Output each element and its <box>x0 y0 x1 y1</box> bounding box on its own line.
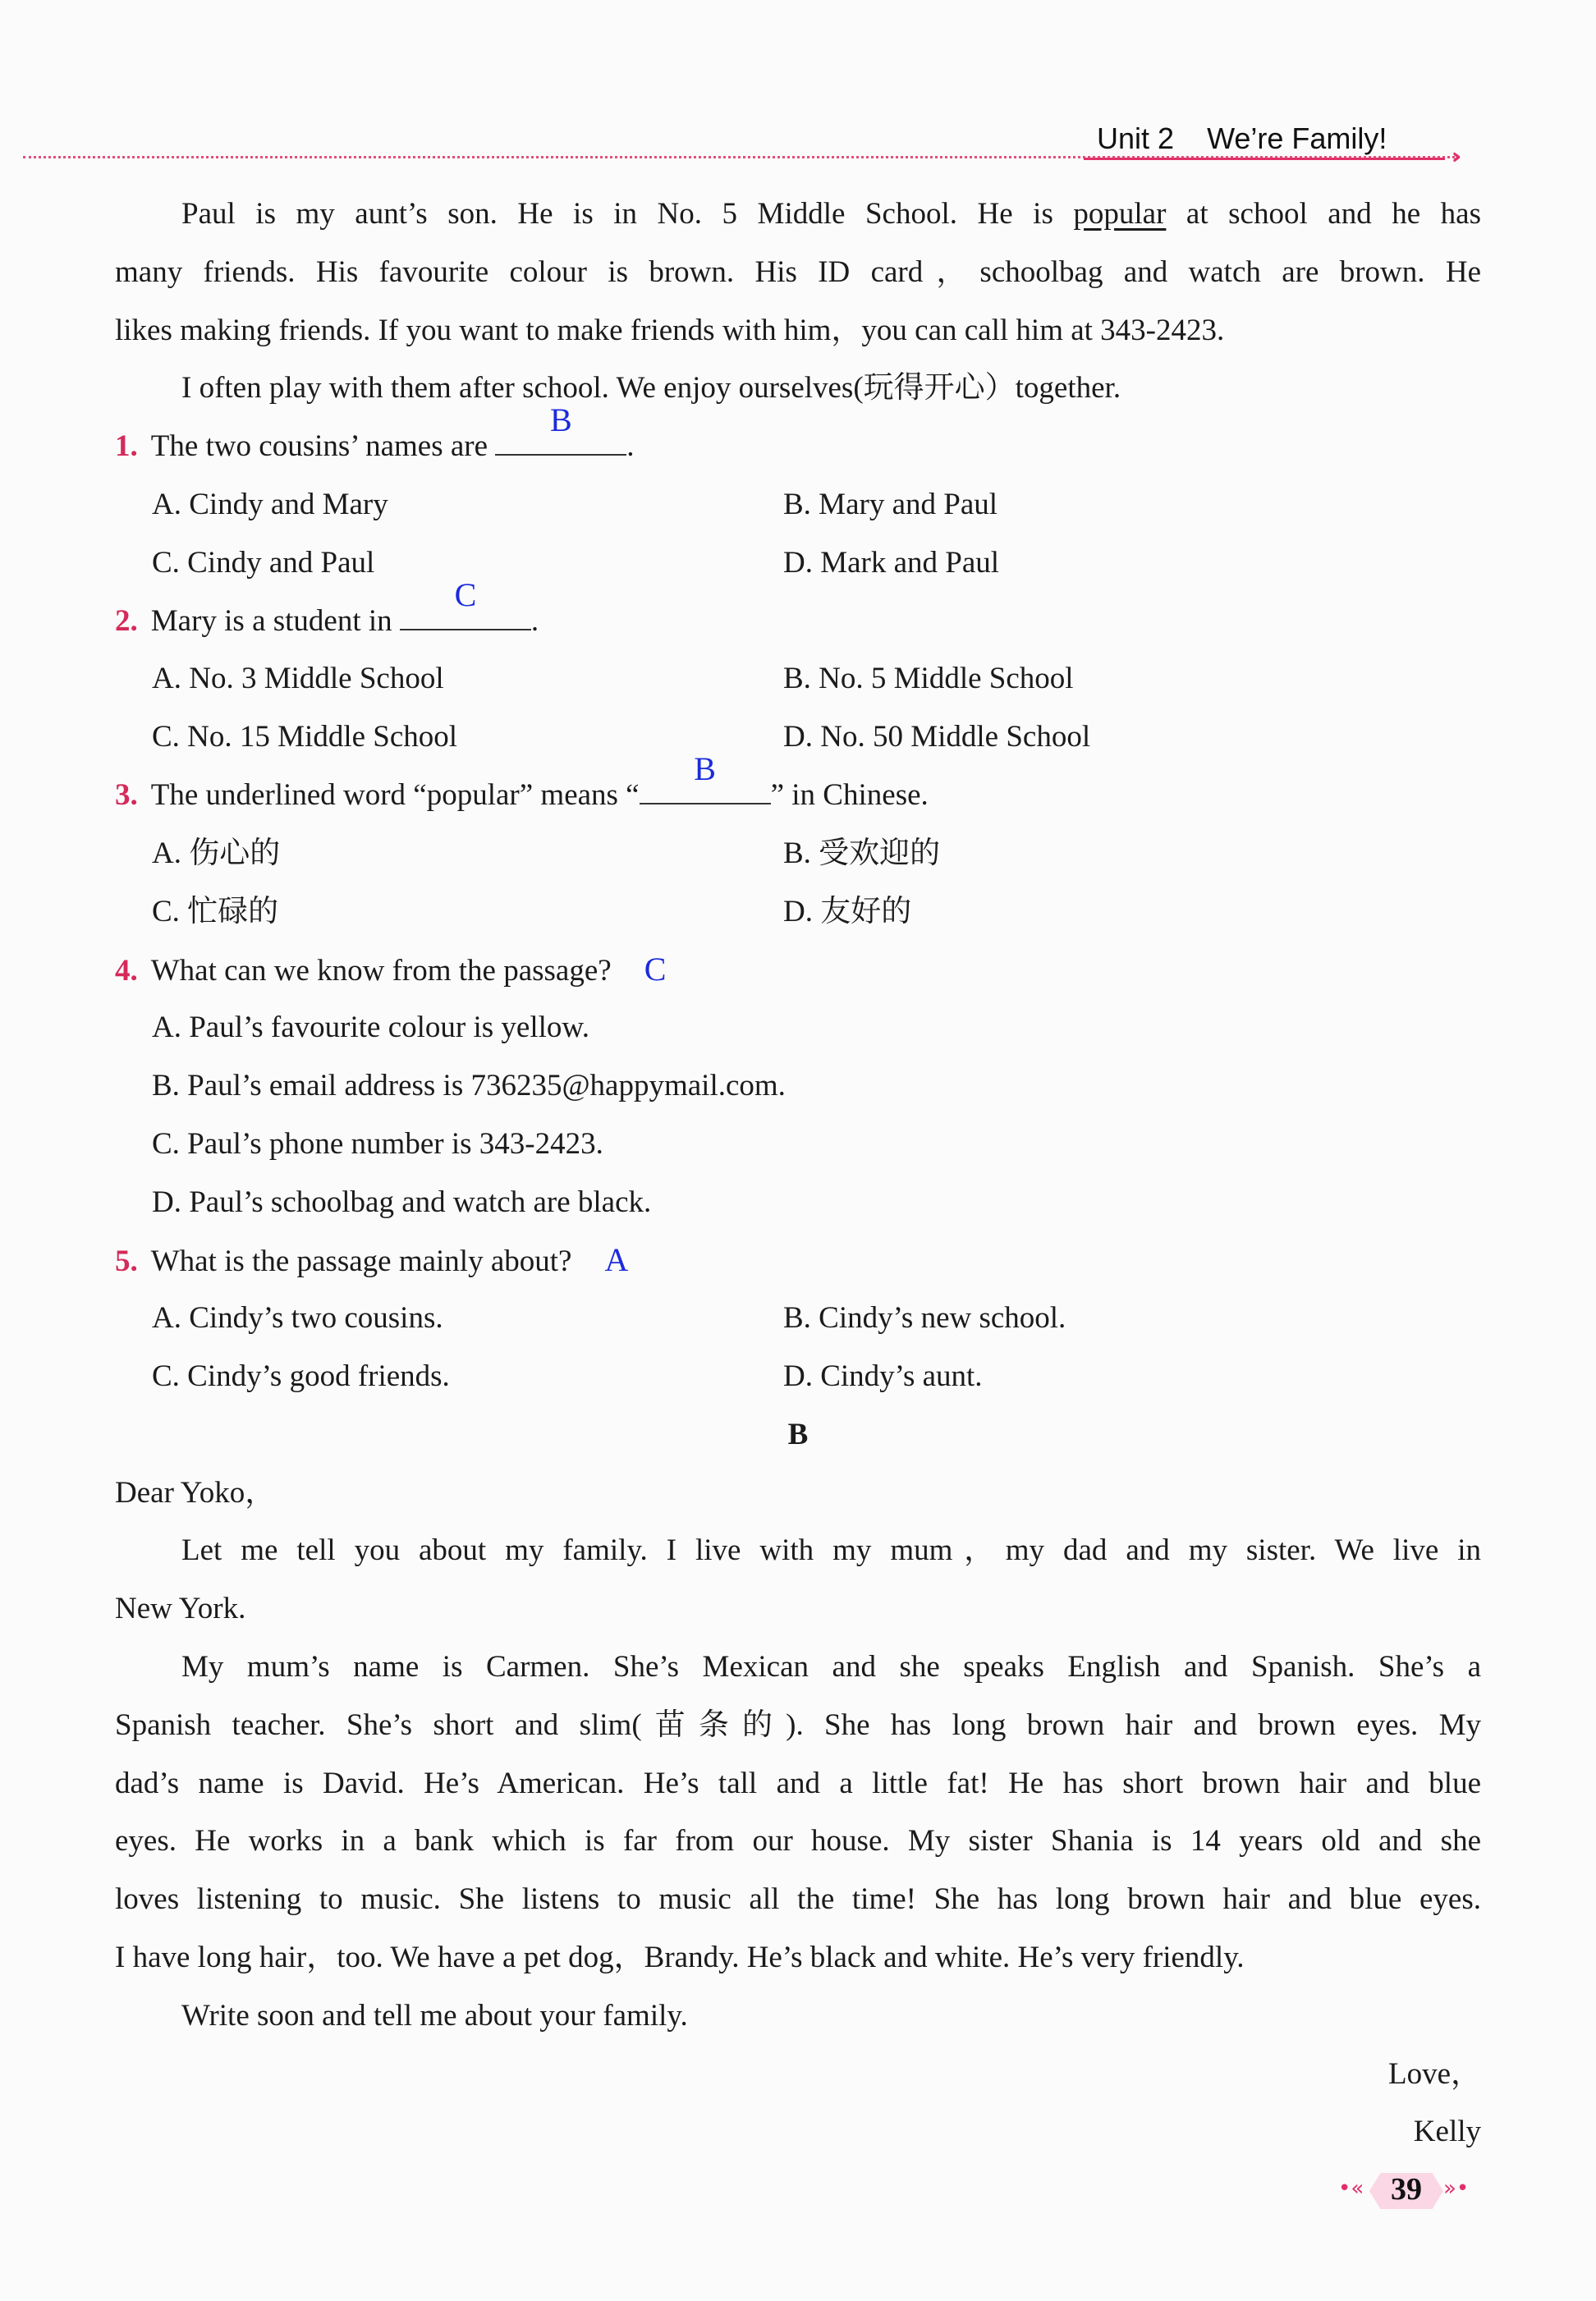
option-d: D. 友好的 <box>783 894 912 928</box>
letter-line: eyes. He works in a bank which is far from our house. My sister Shania is 14 years old and she <box>115 1824 1481 1859</box>
answer-text: B <box>549 401 572 439</box>
answer-text: C <box>644 951 667 988</box>
options-row <box>115 1116 1481 1174</box>
letter-line: Spanish teacher. She’s short and slim(苗条的). She has long brown hair and brown eyes. My <box>115 1707 1481 1742</box>
answer-text: A <box>604 1241 629 1279</box>
question-5: 5. What is the passage mainly about? A <box>115 1241 629 1279</box>
option-b: B. Cindy’s new school. <box>783 1301 1066 1336</box>
option-b: B. Paul’s email address is 736235@happymail.com. <box>152 1068 786 1102</box>
options-row <box>115 1348 1481 1406</box>
option-a: A. Cindy’s two cousins. <box>152 1301 443 1336</box>
letter-line: New York. <box>115 1592 246 1626</box>
page-content <box>115 186 1481 2161</box>
letter-line: Let me tell you about my family. I live with my mum，my dad and my sister. We live in <box>181 1533 1481 1568</box>
options-row <box>115 476 1481 534</box>
option-d: D. Cindy’s aunt. <box>783 1359 983 1393</box>
header-rule <box>1084 158 1445 160</box>
options-row <box>115 1057 1481 1116</box>
question-1: 1. The two cousins’ names are B . <box>115 418 1481 476</box>
section-b-heading: B <box>787 1417 809 1451</box>
passage-line: many friends. His favourite colour is brown. His ID card，schoolbag and watch are brown. He <box>115 254 1481 289</box>
option-d: D. Mark and Paul <box>783 545 1000 580</box>
letter-line: My mum’s name is Carmen. She’s Mexican and she speaks English and Spanish. She’s a <box>181 1649 1481 1684</box>
option-c: C. 忙碌的 <box>152 894 279 928</box>
page-number-badge <box>1337 2171 1476 2212</box>
question-3: 3. The underlined word “popular” means “ B ” in Chinese. <box>115 767 1481 825</box>
letter-line: Write soon and tell me about your family. <box>181 1998 688 2033</box>
letter-signature: Kelly <box>1413 2115 1481 2149</box>
unit-title: We’re Family! <box>1207 121 1387 155</box>
answer-text: C <box>454 575 477 613</box>
letter-line: I have long hair，too. We have a pet dog，Brandy. He’s black and white. He’s very friendly. <box>115 1940 1245 1974</box>
option-a: A. 伤心的 <box>152 836 281 870</box>
option-c: C. Paul’s phone number is 343-2423. <box>152 1126 603 1161</box>
option-b: B. No. 5 Middle School <box>783 662 1074 696</box>
triple-chevron-icon: ››› <box>1452 144 1454 169</box>
letter-closing: Love， <box>1387 2056 1481 2091</box>
option-d: D. No. 50 Middle School <box>783 720 1091 754</box>
option-a: A. Paul’s favourite colour is yellow. <box>152 1011 589 1045</box>
letter-greeting: Dear Yoko， <box>115 1475 276 1510</box>
option-c: C. Cindy and Paul <box>152 545 375 580</box>
unit-header <box>1097 121 1387 156</box>
question-4: 4. What can we know from the passage? C <box>115 951 667 988</box>
option-b: B. 受欢迎的 <box>783 836 941 870</box>
chevron-left-icon: •« <box>1338 2176 1364 2201</box>
options-row <box>115 883 1481 942</box>
letter-line: loves listening to music. She listens to music all the time! She has long brown hair and blue eyes. <box>115 1882 1481 1917</box>
options-row <box>115 534 1481 593</box>
chevron-right-icon: »• <box>1443 2176 1470 2201</box>
answer-blank <box>640 749 771 804</box>
passage-line: I often play with them after school. We enjoy ourselves(玩得开心）together. <box>181 371 1121 406</box>
letter-line: dad’s name is David. He’s American. He’s tall and a little fat! He has short brown hair and blue <box>115 1766 1481 1800</box>
options-row <box>115 999 1481 1057</box>
passage-line: likes making friends. If you want to make friends with him，you can call him at 343-2423. <box>115 313 1225 347</box>
option-a: A. Cindy and Mary <box>152 487 388 521</box>
options-row <box>115 825 1481 883</box>
option-c: C. Cindy’s good friends. <box>152 1359 450 1393</box>
option-a: A. No. 3 Middle School <box>152 662 444 696</box>
answer-blank <box>400 575 531 630</box>
answer-text: B <box>694 749 716 787</box>
question-2: 2. Mary is a student in C . <box>115 593 1481 651</box>
option-b: B. Mary and Paul <box>783 487 998 521</box>
underlined-word: popular <box>1073 197 1167 231</box>
options-row <box>115 650 1481 708</box>
option-c: C. No. 15 Middle School <box>152 720 458 754</box>
page-number: 39 <box>1391 2172 1422 2207</box>
passage-line: Paul is my aunt’s son. He is in No. 5 Middle School. He is popular at school and he has <box>181 197 1481 231</box>
options-row <box>115 708 1481 767</box>
options-row <box>115 1290 1481 1348</box>
answer-blank <box>495 401 626 456</box>
option-d: D. Paul’s schoolbag and watch are black. <box>152 1185 652 1219</box>
unit-number: Unit 2 <box>1097 121 1175 155</box>
options-row <box>115 1174 1481 1232</box>
